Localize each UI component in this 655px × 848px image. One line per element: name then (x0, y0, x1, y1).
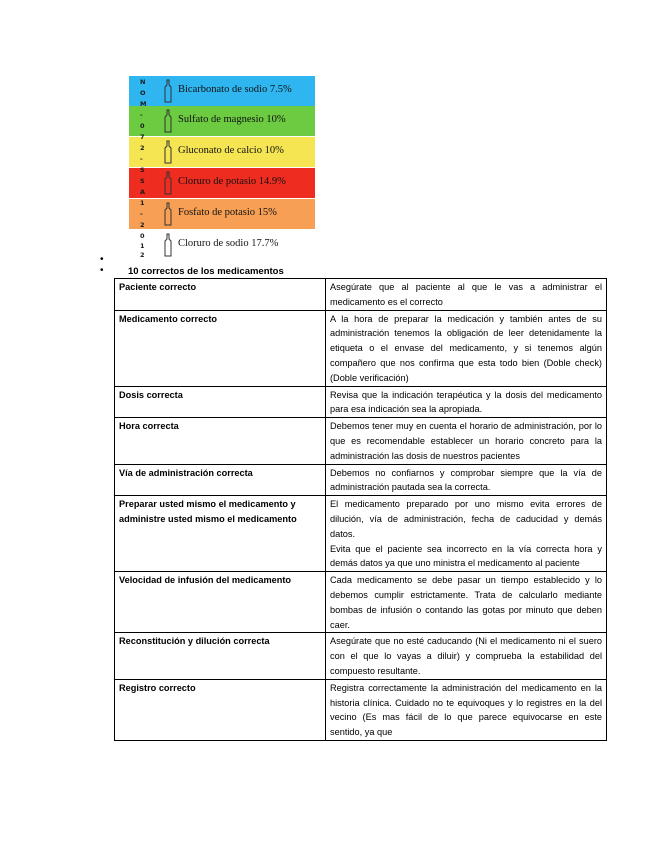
row-description-paragraph: El medicamento preparado por uno mismo evita errores de dilución, vía de administración, fecha de caducidad y demás datos. (330, 499, 602, 539)
row-description-paragraph: Debemos tener muy en cuenta el horario de administración, por lo que es recomendable establecer un horario concreto para la administración las dosis de nuestros pacientes (330, 421, 602, 461)
table-row (115, 310, 607, 386)
row-description (326, 633, 607, 679)
row-description (326, 572, 607, 633)
row-description-paragraph: Asegúrate que no esté caducando (Ni el medicamento ni el suero con el que lo vayas a diluir) y comprueba la estabilidad del compuesto resultante. (330, 636, 602, 676)
medication-color-chart (129, 76, 315, 260)
ampoule-icon (163, 140, 173, 164)
chart-band-label: Gluconato de calcio 10% (178, 145, 284, 156)
nom-code-char: 0 (140, 232, 145, 240)
nom-code-char: 0 (140, 122, 145, 130)
nom-code-char: N (140, 78, 146, 86)
ampoule-icon (163, 202, 173, 226)
row-name: Dosis correcta (115, 386, 326, 418)
row-description (326, 496, 607, 572)
nom-code-char: S (140, 177, 145, 185)
nom-code-char: 1 (140, 199, 145, 207)
nom-code-char: - (140, 155, 143, 163)
row-name: Medicamento correcto (115, 310, 326, 386)
table-row (115, 418, 607, 464)
row-description-paragraph: A la hora de preparar la medicación y también antes de su administración tenemos la obligación de leer detenidamente la etiqueta o el envase del medicamento, y si tenemos algún compañero que nos confirma que esta todo bien (Doble check) (Doble verificación) (330, 313, 602, 383)
ampoule-icon (163, 171, 173, 195)
chart-band-label: Cloruro de sodio 17.7% (178, 238, 279, 249)
row-description (326, 418, 607, 464)
table-row (115, 279, 607, 311)
row-description-paragraph: Evita que el paciente sea incorrecto en la vía correcta hora y demás datos ya que uno ministra el medicamento al paciente (330, 543, 602, 569)
row-description-paragraph: Debemos no confiarnos y comprobar siempre que la vía de administración pautada sea la correcta. (330, 467, 602, 493)
row-name: Vía de administración correcta (115, 464, 326, 496)
table-row (115, 496, 607, 572)
nom-code-char: 1 (140, 242, 145, 250)
nom-code-char: 7 (140, 133, 145, 141)
bullet-dot: • (100, 265, 104, 276)
row-description-paragraph: Cada medicamento se debe pasar un tiempo establecido y lo debemos cumplir estrictamente. Trata de calcularlo mediante bombas de infusión o contando las gotas por minuto que deben caer. (330, 575, 602, 630)
chart-band-label: Sulfato de magnesio 10% (178, 114, 286, 125)
chart-band-label: Cloruro de potasio 14.9% (178, 176, 286, 187)
row-description (326, 279, 607, 311)
nom-code-char: O (140, 89, 146, 97)
ampoule-icon (163, 109, 173, 133)
row-name: Registro correcto (115, 679, 326, 740)
row-name: Hora correcta (115, 418, 326, 464)
row-name: Reconstitución y dilución correcta (115, 633, 326, 679)
ampoule-icon (163, 79, 173, 103)
row-name: Preparar usted mismo el medicamento y administre usted mismo el medicamento (115, 496, 326, 572)
table-row (115, 464, 607, 496)
section-heading: 10 correctos de los medicamentos (128, 266, 284, 277)
row-name: Paciente correcto (115, 279, 326, 311)
row-description-paragraph: Asegúrate que al paciente al que le vas a administrar el medicamento es el correcto (330, 282, 602, 307)
row-description (326, 464, 607, 496)
nom-code-char: M (140, 100, 147, 108)
row-description (326, 386, 607, 418)
nom-code-vertical-text (129, 76, 159, 260)
row-description (326, 310, 607, 386)
row-description-paragraph: Revisa que la indicación terapéutica y la dosis del medicamento para esa indicación sea la apropiada. (330, 389, 602, 415)
chart-band-label: Fosfato de potasio 15% (178, 207, 277, 218)
nom-code-char: S (140, 166, 145, 174)
medication-rights-table (114, 278, 607, 741)
bullet-dot: • (100, 254, 104, 265)
nom-code-char: 2 (140, 221, 145, 229)
row-name: Velocidad de infusión del medicamento (115, 572, 326, 633)
row-description-paragraph: Registra correctamente la administración del medicamento en la historia clínica. Cuidado no te equivoques y lo registres en la del vecino (Es mas fácil de lo que parece equivocarse en este sentido, ya que (330, 682, 602, 738)
table-row (115, 386, 607, 418)
nom-code-char: 2 (140, 251, 145, 259)
row-description (326, 679, 607, 740)
table-row (115, 679, 607, 740)
nom-code-char: - (140, 111, 143, 119)
ampoule-icon (163, 233, 173, 257)
nom-code-char: 2 (140, 144, 145, 152)
nom-code-char: - (140, 210, 143, 218)
table-row (115, 633, 607, 679)
nom-code-char: A (140, 188, 146, 196)
chart-band-label: Bicarbonato de sodio 7.5% (178, 84, 292, 95)
table-row (115, 572, 607, 633)
